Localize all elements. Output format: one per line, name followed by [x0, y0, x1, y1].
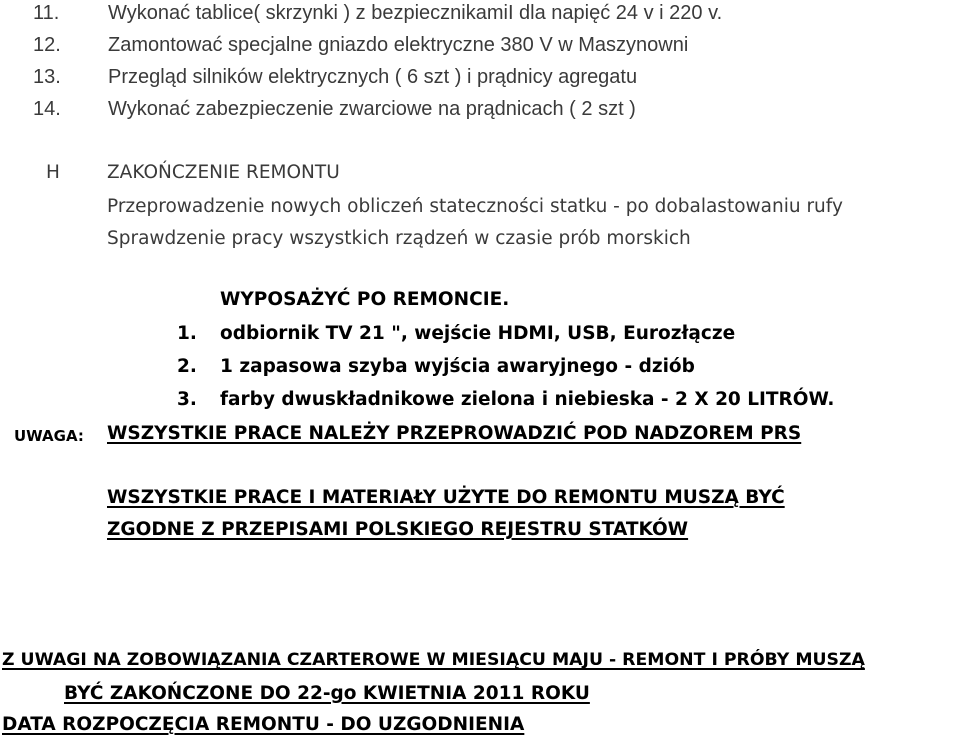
equipment-item-text-3: farby dwuskładnikowe zielona i niebieska - 2 X 20 LITRÓW.: [220, 389, 835, 410]
section-line-2: Sprawdzenie pracy wszystkich rządzeń w czasie prób morskich: [107, 228, 691, 249]
footer-line-1: Z UWAGI NA ZOBOWIĄZANIA CZARTEROWE W MIESIĄCU MAJU - REMONT I PRÓBY MUSZĄ: [2, 650, 865, 670]
list-item-text-12: Zamontować specjalne gniazdo elektryczne 380 V w Maszynowni: [108, 34, 689, 56]
equipment-item-num-2: 2.: [177, 356, 197, 377]
list-item-num-13: 13.: [33, 66, 61, 88]
list-item-text-11: Wykonać tablice( skrzynki ) z bezpiecznikamiI dla napięć 24 v i 220 v.: [108, 2, 723, 24]
footer-line-2: BYĆ ZAKOŃCZONE DO 22-go KWIETNIA 2011 ROKU: [64, 683, 590, 704]
warning-line-3: ZGODNE Z PRZEPISAMI POLSKIEGO REJESTRU STATKÓW: [107, 519, 689, 540]
section-letter: H: [46, 162, 60, 183]
list-item-num-12: 12.: [33, 34, 61, 56]
section-line-1: Przeprowadzenie nowych obliczeń stateczności statku - po dobalastowaniu rufy: [107, 196, 843, 217]
equipment-item-num-3: 3.: [177, 389, 197, 410]
section-title: ZAKOŃCZENIE REMONTU: [107, 162, 340, 183]
equipment-item-num-1: 1.: [177, 323, 197, 344]
list-item-text-14: Wykonać zabezpieczenie zwarciowe na prądnicach ( 2 szt ): [108, 98, 636, 120]
warning-label: UWAGA:: [14, 427, 84, 445]
warning-line-1: WSZYSTKIE PRACE NALEŻY PRZEPROWADZIĆ POD NADZOREM PRS: [107, 423, 802, 444]
footer-line-3: DATA ROZPOCZĘCIA REMONTU - DO UZGODNIENIA: [2, 714, 525, 735]
list-item-num-14: 14.: [33, 98, 61, 120]
list-item-num-11: 11.: [33, 2, 60, 24]
warning-line-2: WSZYSTKIE PRACE I MATERIAŁY UŻYTE DO REMONTU MUSZĄ BYĆ: [107, 487, 785, 508]
equipment-item-text-1: odbiornik TV 21 ", wejście HDMI, USB, Eurozłącze: [220, 323, 736, 344]
equipment-heading: WYPOSAŻYĆ PO REMONCIE.: [220, 289, 510, 310]
list-item-text-13: Przegląd silników elektrycznych ( 6 szt ) i prądnicy agregatu: [108, 66, 638, 88]
equipment-item-text-2: 1 zapasowa szyba wyjścia awaryjnego - dziób: [220, 356, 695, 377]
